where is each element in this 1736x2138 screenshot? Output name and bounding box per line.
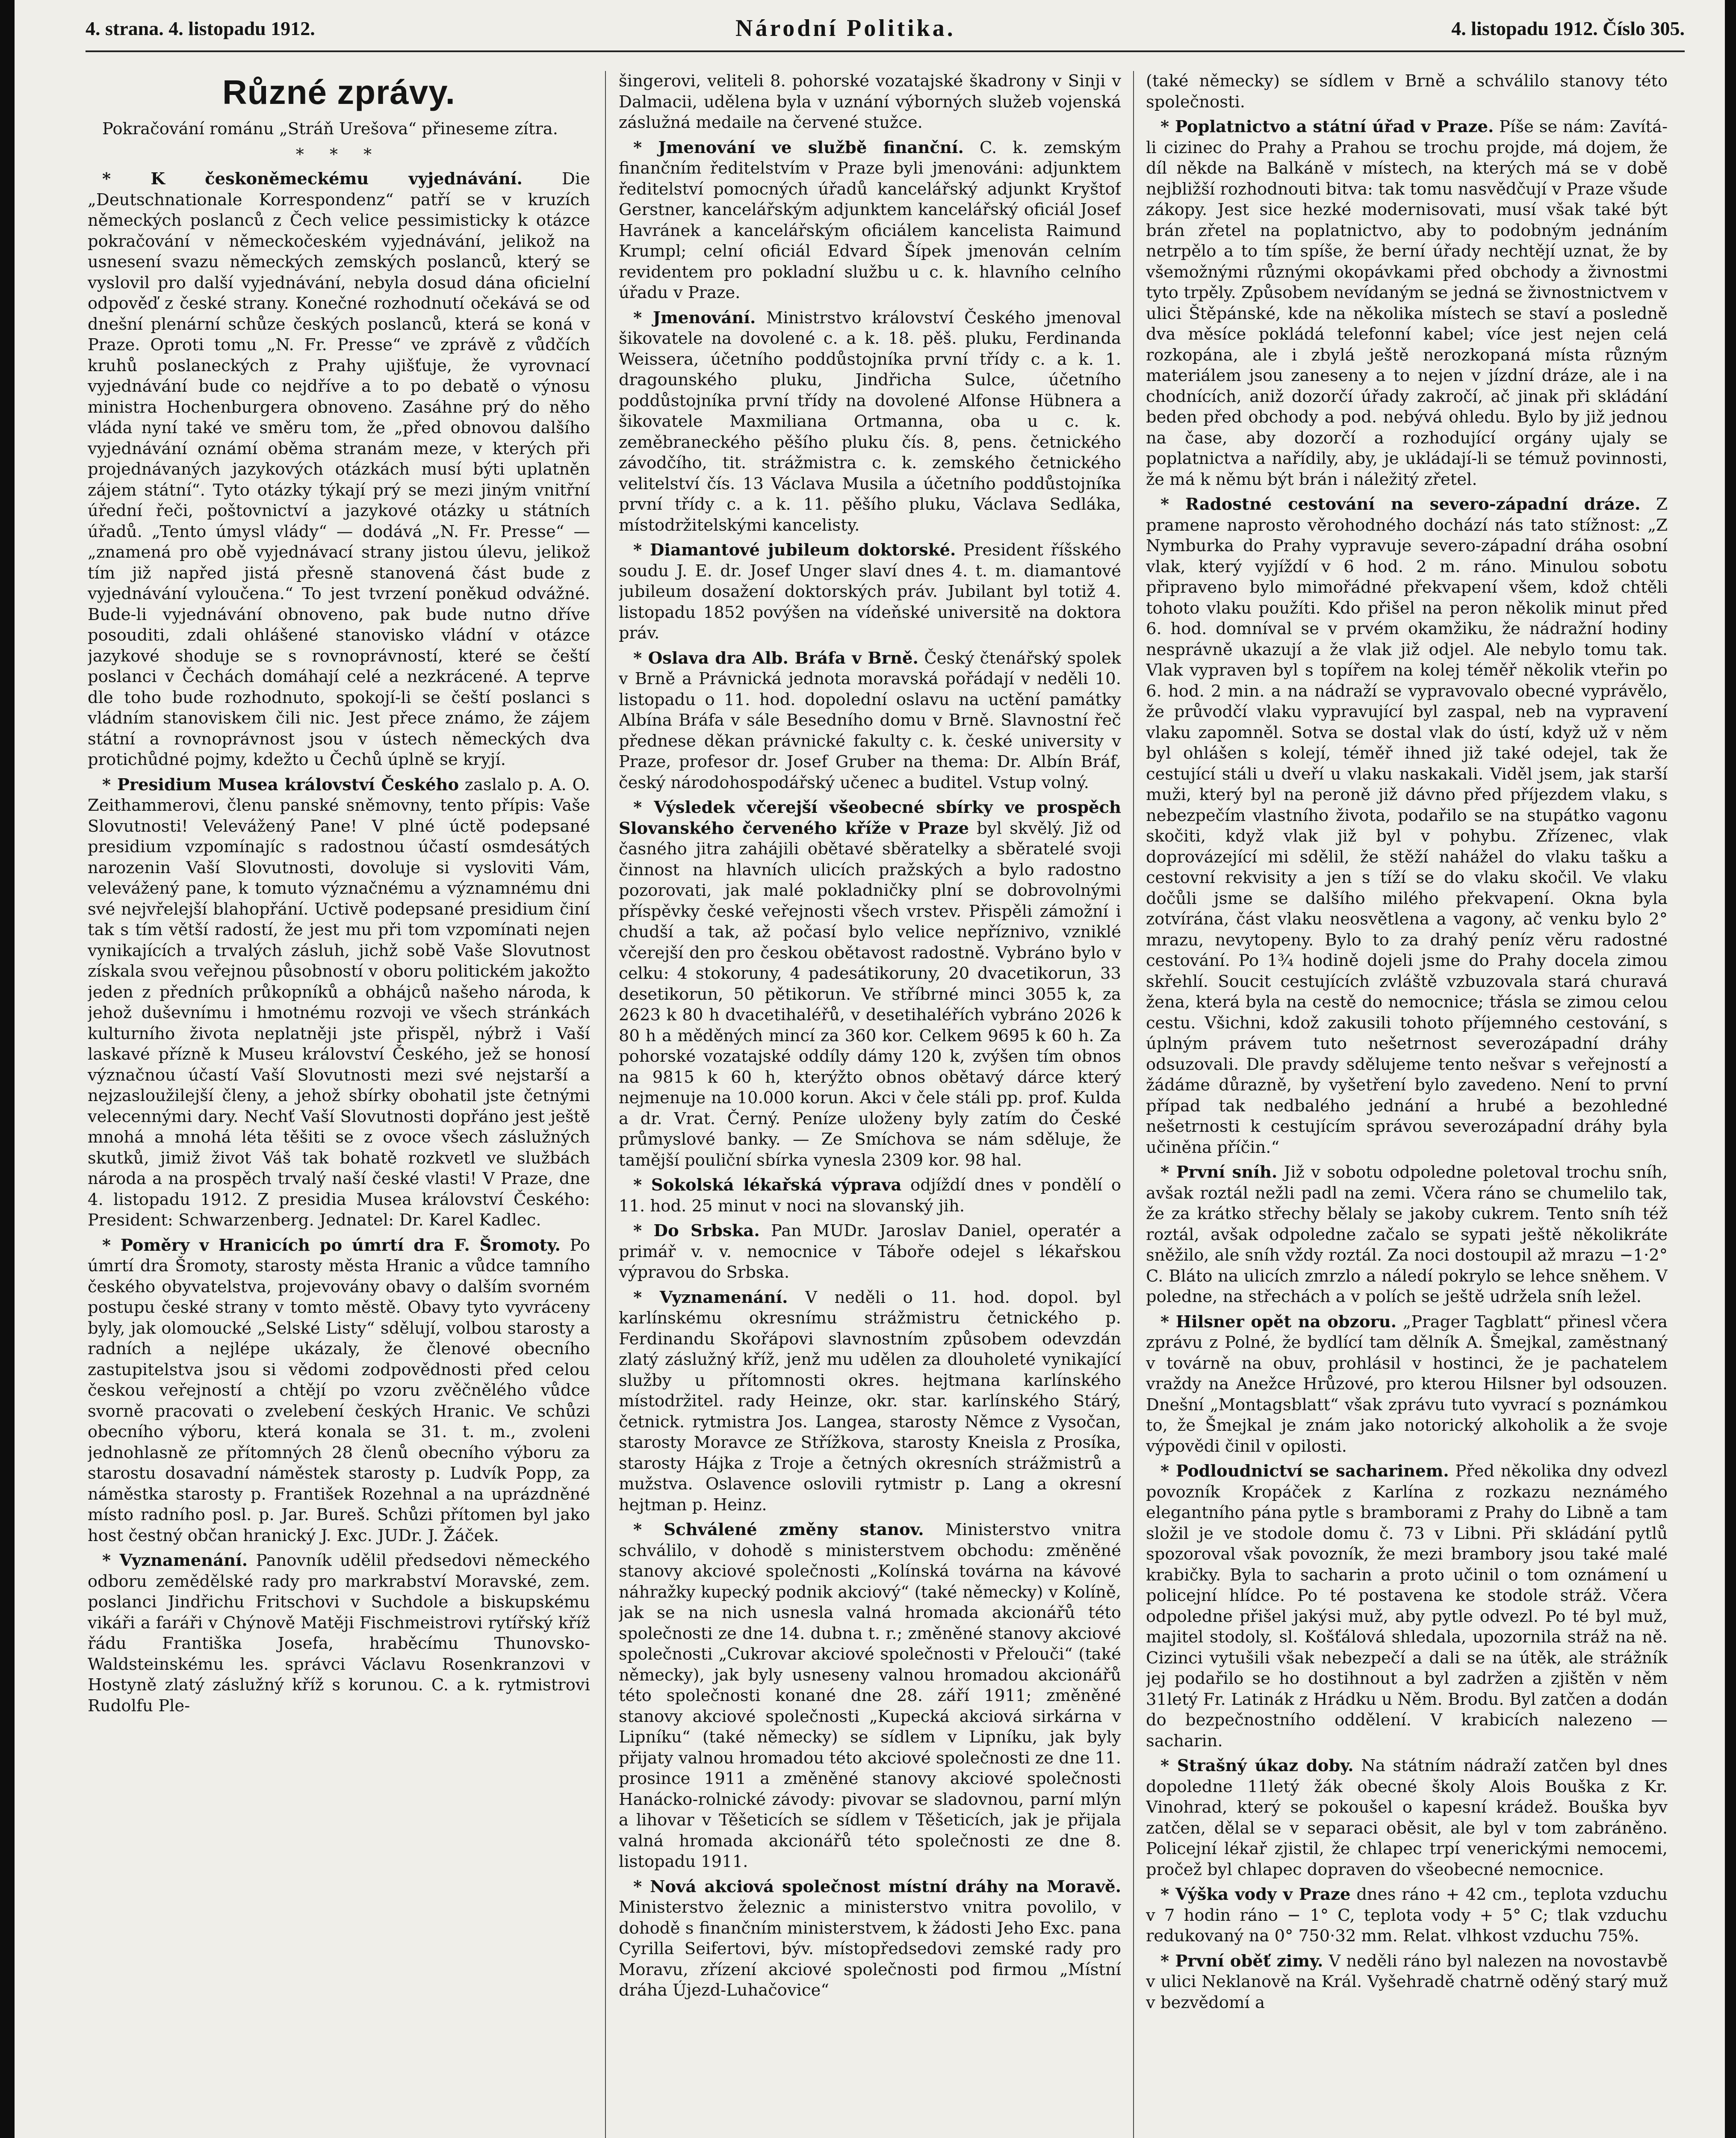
article-body: Před několika dny odvezl povozník Kropáček z Karlína z rozkazu neznámého elegantního pána pytle s bramborami z Prahy do Libně a tam složil je ve stodole domu č. 73 v Libni. Při skládání pytlů spozoroval však povozník, že mezi brambory jsou také malé krabičky. Byla to sacharin a proto učinil o tom oznámení u policejní hlídce. Po té postavena ke stodole stráž. Včera odpoledne přišel jakýsi muž, aby pytle odvezl. Po té byl muž, majitel stodoly, sl. Košťálová shledala, upozornila stráž na ně. Cizinci vytušili však nebezpečí a dali se na útěk, ale strážník jej podařilo se ho dostihnout a byl zadržen a zjištěn v něm 31letý Fr. Latinák z Hrádku u Něm. Brodu. Byl zatčen a dodán do bezpečnostního oddělení. V krabicích nalezeno — sacharin. bbox=[1146, 1462, 1668, 1751]
article-continued: (také německy) se sídlem v Brně a schválilo stanovy této společnosti. bbox=[1146, 71, 1668, 112]
article-lead: * Poplatnictvo a státní úřad v Praze. bbox=[1160, 117, 1494, 136]
article-body: Píše se nám: Zavítá-li cizinec do Prahy a Prahou se trochu projde, má dojem, že díl někde na Balkáně v místech, na kterých má se v době nejbližší rozhodnouti bitva: tak tomu nasvědčují v Praze všude zákopy. Jest sice hezké modernisovati, musí však také být brán zřetel na poplatnictvo, aby to podobným jednáním netrpělo a to tím spíše, že berní úřady nechtějí uznat, že by všemožnými různými okopávkami před obchody a živnostmi tyto trpěly. Způsobem nevídaným se jedná se živnostnictvem v ulici Štěpánské, kde na několika místech se staví a posledně dva měsíce pokládá telefonní kabel; více jest nejen celá rozkopána, ale i zbylá ještě nerozkopaná místa různým materiálem jsou zaneseny a to nejen v jízdní dráze, ale i na chodnících, aniž dozorčí úřady zakročí, ač jinak při skládání beden před obchody a pod. nebývá ohledu. Bylo by již jednou na čase, aby dozorčí a rozhodující orgány ujaly se poplatnictva a nařídily, aby, je ukládají-li se témuž povinnosti, že má k němu být brán i náležitý zřetel. bbox=[1146, 117, 1668, 489]
article-body: Na státním nádraží zatčen byl dnes dopoledne 11letý žák obecné školy Alois Bouška z Kr. Vinohrad, který se pokoušel o kapesní krádež. Bouška byv zatčen, dělal se v separaci oběsit, ale byl v tom zabráněno. Policejní lékař zjistil, že chlapec trpí venerickými nemocemi, pročež byl chlapec dopraven do všeobecné nemocnice. bbox=[1146, 1756, 1668, 1879]
header-rule bbox=[86, 50, 1685, 52]
column-separator bbox=[1133, 71, 1134, 2138]
article-body: byl skvělý. Již od časného jitra zahájili obětavé sběratelky a sběratelé svoji činnost na hlavních ulicích pražských a bylo radostno pozorovati, jak malé pokladničky plní se dobrovolnými příspěvky české veřejnosti všech vrstev. Přispěli zámožní i chudší a tak, až počasí bylo velice nepříznivo, vzniklé včerejší den pro českou obětavost radostně. Vybráno bylo v celku: 4 stokoruny, 4 padesátikoruny, 20 dvacetikorun, 33 desetikorun, 50 pětikorun. Ve stříbrné minci 3055 k, za 2623 k 80 h dvacetihaléřů, v desetihaléřích vybráno 2026 k 80 h a měděných mincí za 360 kor. Celkem 9695 k 60 h. Za pohorské vozatajské oddíly dámy 120 k, zvýšen tím obnos na 9815 k 60 h, kterýžto obnos obětavý dárce který nejmenuje na 10.000 korun. Akci v čele stáli pp. prof. Kulda a dr. Vrat. Černý. Peníze uloženy byly zatím do České průmyslové banky. — Ze Smíchova se nám sděluje, že tamější pouliční sbírka vynesla 2309 kor. 98 hal. bbox=[619, 818, 1121, 1170]
section-title: Různé zprávy. bbox=[222, 73, 455, 111]
article-lead: * Schválené změny stanov. bbox=[633, 1520, 924, 1539]
article-body: Český čtenářský spolek v Brně a Právnická jednota moravská pořádají v neděli 10. listopadu o 11. hod. dopolední oslavu na uctění památky Albína Bráfa v sále Besedního domu v Brně. Slavnostní řeč přednese děkan právnické fakulty c. k. české university v Praze, profesor dr. Josef Gruber na thema: Dr. Albín Bráf, český národohospodářský učenec a buditel. Vstup volný. bbox=[619, 648, 1121, 792]
article-lead: * Podloudnictví se sacharinem. bbox=[1160, 1462, 1449, 1481]
article bbox=[619, 1288, 1121, 1516]
header-page-date: 4. strana. 4. listopadu 1912. bbox=[86, 18, 315, 39]
article bbox=[619, 1877, 1121, 2001]
article-lead: * První sníh. bbox=[1160, 1163, 1278, 1182]
article-body: zaslalo p. A. O. Zeithammerovi, členu panské sněmovny, tento přípis: Vaše Slovutnosti! Velevážený Pane! V plné úctě podepsané presidium vzpomínajíc s radostnou účastí osmdesátých narozenin Vaší Slovutnosti, dovoluje si vysloviti Vám, velevážený pane, k tomuto význačnému a významnému dni své nejvřelejší blahopřání. Uctivě podepsané presidium činí tak s tím větší radostí, že jest mu při tom vzpomínati nejen vynikajících a trvalých zásluh, jichž sobě Vaše Slovutnost získala svou veřejnou působností v oboru politickém jakožto jeden z předních průkopníků a obhájců našeho národa, k jehož duševnímu i hmotnému rozvoji ve všech stránkách kulturního života neplatněji jste přispěl, nýbrž i Vaší laskavé přízně k Museu království Českého, jež se honosí význačnou účastí Vaší Slovutnosti mezi své nejstarší a nejzasloužilejší členy, a jehož sbírky obohatil jste četnými velecennými dary. Nechť Vaší Slovutnosti dopřáno jest ještě mnohá a mnohá léta těšiti se z ovoce všech záslužných skutků, jimiž život Váš tak bohatě rozkvetl ve službách národa a na prospěch trvalý naší české vlasti! V Praze, dne 4. listopadu 1912. Z presidia Musea království Českého: President: Schwarzenberg. Jednatel: Dr. Karel Kadlec. bbox=[88, 775, 590, 1230]
article-body: Panovník udělil předsedovi německého odboru zemědělské rady pro markrabství Moravské, zem. poslanci Jindřichu Fritschovi v Suchdole a biskupskému vikáři a faráři v Chýnově Matěji Fischmeistrovi rytířský kříž řádu Františka Josefa, hraběcímu Thunovsko-Waldsteinskému les. správci Václavu Rosenkranzovi v Hostyně zlatý záslužný kříž s korunou. C. a k. rytmistrovi Rudolfu Ple- bbox=[88, 1551, 590, 1716]
article-body: Z pramene naprosto věrohodného dochází nás tato stížnost: „Z Nymburka do Prahy vypravuje severo-západní dráha osobní vlak, který vyjíždí v 6 hod. 2 m. ráno. Minulou sobotu připraveno bylo mimořádné překvapení všem, kdož chtěli tohoto vlaku použíti. Kdo přišel na peron několik minut před 6. hod. domníval se v prvém okamžiku, že nádražní hodiny nesprávně ukazují a že vlak již odjel. Ale nebylo tomu tak. Vlak vypraven byl s topířem na kolej téměř několik vteřin po 6. hod. 2 min. a na nádraží se vypravovalo obecné vyprávělo, že průvodčí vlaku vypravující byl zaspal, neb na vypravení vlaku zapomněl. Sotva se dostal vlak do ústí, když už v něm byl ohlášen s kolejí, téměř ihned již také odejel, tak že cestující stáli u dveří u vlaku naskakali. Viděl jsem, jak starší muži, který byl na peroně již dávno před příjezdem vlaku, s nebezpečím vlastního života, podařilo se na stupátko vagonu skočiti, když vlak již byl v pohybu. Zřízenec, vlak doprovázející mi sdělil, že stěží nahážel do vlaku tašku a cestovní rekvisity a jen s tíží se do vlaku skočil. Ve vlaku dočůli jsme se dalšího milého překvapení. Okna byla zotvírána, část vlaku neosvětlena a vagony, ač venku bylo 2° mrazu, nevytopeny. Bylo to za drahý peníz věru radostné cestování. Po 1¾ hodině dojeli jsme do Prahy docela zimou skřehlí. Soucit cestujících zvláště vzbuzovala stará churavá žena, která byla na cestě do nemocnice; třásla se zimou celou cestu. Všichni, kdož zakusili tohoto příjemného cestování, s úplným právem tuto nešetrnost severozápadní dráhy odsuzovali. Dle pravdy sdělujeme tento nešvar s veřejností a žádáme důrazně, by vyšetření bylo zavedeno. Není to první případ tak nedbalého jednání a hrubé a bezohledné nešetrnosti k cestujícím správou severozápadní dráhy byla učiněna příčin.“ bbox=[1146, 495, 1668, 1157]
article-body: V neděli ráno byl nalezen na novostavbě v ulici Neklanově na Král. Vyšehradě chatrně oděný starý muž v bezvědomí a bbox=[1146, 1951, 1668, 2012]
page-header bbox=[86, 11, 1685, 45]
article bbox=[1146, 1162, 1668, 1308]
scan-right-edge bbox=[1725, 0, 1736, 2138]
column-separator bbox=[605, 71, 606, 2138]
article-lead: * Vyznamenání. bbox=[633, 1288, 788, 1307]
header-issue-number: 4. listopadu 1912. Číslo 305. bbox=[1451, 18, 1685, 39]
article bbox=[1146, 1461, 1668, 1751]
article-body: Pan MUDr. Jaroslav Daniel, operatér a primář v. v. nemocnice v Táboře odejel s lékařskou výpravou do Srbska. bbox=[619, 1221, 1121, 1282]
article-lead: * Vyznamenání. bbox=[102, 1551, 248, 1570]
article bbox=[1146, 1756, 1668, 1880]
article-body: odjíždí dnes v pondělí o 11. hod. 25 minut v noci na slovanský jih. bbox=[619, 1175, 1121, 1216]
article-lead: * Oslava dra Alb. Bráfa v Brně. bbox=[633, 648, 918, 668]
article-lead: * Jmenování ve službě finanční. bbox=[633, 138, 964, 157]
article bbox=[1146, 1951, 1668, 2014]
article bbox=[88, 1235, 590, 1547]
article-lead: * Radostné cestování na severo-západní dráze. bbox=[1160, 495, 1641, 514]
article-body: V neděli o 11. hod. dopol. byl karlínskému okresnímu strážmistru četnického p. Ferdinandu Skořápovi slavnostním způsobem odevzdán zlatý záslužný kříž, jenž mu udělen za dlouholeté vynikající služby u přítomnosti okres. hejtmana karlínského místodržitel. rady Heinze, okr. star. karlínského Stárý, četnick. rytmistra Jos. Langea, starosty Němce z Vysočan, starosty Moravce ze Střížkova, starosty Kneisla z Prosíka, starosty Hájka z Troje a četných okresních strážmistrů a mužstva. Oslavence oslovili rytmistr p. Lang a okresní hejtman p. Heinz. bbox=[619, 1288, 1121, 1515]
article bbox=[88, 775, 590, 1231]
scan-left-edge bbox=[0, 0, 15, 2138]
article-body: Die „Deutschnationale Korrespondenz“ patří se v kruzích německých poslanců z Čech velice pessimisticky k otázce pokračování v německočeském vyjednávání, jelikož na usnesení svazu německých zemských poslanců, který se vyslovil pro další vyjednávání, nebyla dosud dána oficielní odpověď z české strany. Konečné rozhodnutí očekává se od dnešní plenární schůze českých poslanců, která se koná v Praze. Oproti tomu „N. Fr. Presse“ ve zprávě z vůdčích kruhů poslaneckých z Prahy ujišťuje, že vyrovnací vyjednávání bude co nejdříve a to po debatě o výnosu ministra Hochenburgera obnoveno. Zasáhne prý do něho vláda nyní také ve směru tom, že „před obnovou dalšího vyjednávání oznámí oběma stranám meze, v kterých při projednávaných jazykových otázkách musí býti uplatněn zájem státní“. Tyto otázky týkají prý se mezi jiným vnitřní úřední řeči, poštovnictví a jazykové otázky u státních úřadů. „Tento úmysl vlády“ — dodává „N. Fr. Presse“ — „znamená pro obě vyjednávací strany jistou úlevu, jelikož tím již napřed jistá přesně stanovená část bude z vyjednávání vyloučena.“ To jest tvrzení poněkud odvážné. Bude-li vyjednávání obnoveno, pak bude nutno dříve posouditi, zdali ohlášené stanovisko vládní v otázce jazykové shoduje se s rovnoprávností, které se čeští poslanci v Čechách domáhají celé a nezkrácené. A teprve dle toho bude rozhodnuto, spokojí-li se čeští poslanci s vládním stanoviskem čili nic. Jest přece známo, že zájem státní a rovnoprávnost jsou v ústech německých dva protichůdné pojmy, kdežto u Čechů úplně se kryjí. bbox=[88, 169, 590, 769]
article-lead: * K českoněmeckému vyjednávání. bbox=[102, 169, 523, 189]
article-lead: * Sokolská lékařská výprava bbox=[633, 1175, 902, 1195]
article-lead: * Strašný úkaz doby. bbox=[1160, 1756, 1354, 1775]
article bbox=[88, 169, 590, 771]
article-body: „Prager Tagblatt“ přinesl včera zprávu z Polné, že bydlící tam dělník A. Šmejkal, zaměstnaný v továrně na obuv, prohlásil v hostinci, že je pachatelem vraždy na Anežce Hrůzové, pro kterou Hilsner byl odsouzen. Dnešní „Montagsblatt“ však zprávu tuto vyvrací s poznámkou to, že Šmejkal je znám jako notorický alkoholik a že svoje výpovědi činil v opilosti. bbox=[1146, 1312, 1668, 1456]
section-divider: * * * bbox=[295, 145, 382, 164]
article-lead: * Poměry v Hranicích po úmrtí dra F. Šromoty. bbox=[102, 1235, 561, 1255]
article-lead: * Výška vody v Praze bbox=[1160, 1885, 1351, 1904]
article-lead: * Jmenování. bbox=[633, 308, 756, 328]
article-lead: * Nová akciová společnost místní dráhy na Moravě. bbox=[633, 1877, 1121, 1896]
article-body: Po úmrtí dra Šromoty, starosty města Hranic a vůdce tamního českého obyvatelstva, projevovány obavy o dalším svorném postupu české strany v tomto městě. Obavy tyto vyvráceny byly, jak olomoucké „Selské Listy“ sdělují, volbou starosty a radních a nejlépe ukázaly, že členové obecního zastupitelstva jsou si vědomi zodpovědnosti před celou českou veřejností a chtějí po vzoru zvěčnělého vůdce svorně pracovati o zvelebení českých Hranic. Ve schůzi obecního výboru, která konala se 31. t. m., zvoleni jednohlasně ze přítomných 28 členů obecního výboru za starostu dosavadní náměstek starosty p. Ludvík Popp, za náměstka starosty p. František Rozehnal a na uprázdněné místo radního posl. p. Jar. Bureš. Schůzi přítomen byl jako host čestný občan hranický J. Exc. JUDr. J. Žáček. bbox=[88, 1235, 590, 1545]
article-lead: * Do Srbska. bbox=[633, 1221, 760, 1240]
article-body: Ministerstvo vnitra schválilo, v dohodě s ministerstvem obchodu: změněné stanovy akciové společnosti „Kolínská továrna na kávové náhražky kupecký podnik akciový“ (také německy) v Kolíně, jak se na nich usnesla valná hromada akcionářů této společnosti ze dne 14. dubna t. r.; změněné stanovy akciové společnosti „Cukrovar akciové společnosti v Přelouči“ (také německy), jak byly usneseny valnou hromadou akcionářů této společnosti konané dne 28. září 1911; změněné stanovy akciové společnosti „Kupecká akciová sirkárna v Lipníku“ (také německy) se sídlem v Lipníku, jak byly přijaty valnou hromadou této akciové společnosti ze dne 11. prosince 1911 a změněné stanovy akciové společnosti Hanácko-rolnické závody: pivovar se sladovnou, parní mlýn a lihovar v Těšeticích se sídlem v Těšeticích, jak je přijala valná hromada akcionářů této společnosti ze dne 8. listopadu 1911. bbox=[619, 1520, 1121, 1871]
article bbox=[619, 648, 1121, 794]
article bbox=[619, 1520, 1121, 1872]
article-continued: šingerovi, veliteli 8. pohorské vozatajské škadrony v Sinji v Dalmacii, udělena byla v uznání výborných služeb vojenská záslužná medaile na červené stužce. bbox=[619, 71, 1121, 132]
article-lead: * Presidium Musea království Českého bbox=[102, 775, 459, 794]
masthead-title: Národní Politika. bbox=[735, 15, 956, 41]
article bbox=[88, 1550, 590, 1716]
column-1 bbox=[88, 71, 590, 2138]
article bbox=[1146, 117, 1668, 490]
article-lead: * První oběť zimy. bbox=[1160, 1951, 1323, 1971]
article-lead: * Diamantové jubileum doktorské. bbox=[633, 540, 956, 560]
article bbox=[619, 1221, 1121, 1283]
article bbox=[619, 1175, 1121, 1217]
article-body: Již v sobotu odpoledne poletoval trochu sníh, avšak roztál nežli padl na zemi. Včera ráno se chumelilo tak, že za krátko střechy bělaly se jakoby cukrem. Tento sníh též roztál, avšak odpoledne začalo se sypati ještě několikráte sněžilo, ale sníh vždy roztál. Za noci dostoupil až mrazu −1·2° C. Bláto na ulicích zmrzlo a náledí pokrylo se lehce sněhem. V poledne, na střechách a v polích se ještě udržela sníh ležel. bbox=[1146, 1163, 1668, 1306]
column-2 bbox=[619, 71, 1121, 2138]
article bbox=[619, 138, 1121, 304]
section-subtitle: Pokračování románu „Stráň Urešova“ přineseme zítra. bbox=[102, 119, 558, 139]
article bbox=[619, 308, 1121, 536]
article-body: dnes ráno + 42 cm., teplota vzduchu v 7 hodin ráno − 1° C, teplota vody + 5° C; tlak vzduchu redukovaný na 0° 750·32 mm. Relat. vlhkost vzduchu 75%. bbox=[1146, 1885, 1668, 1946]
article-body: Ministrstvo království Českého jmenoval šikovatele na dovolené c. a k. 18. pěš. pluku, Ferdinanda Weissera, účetního poddůstojníka první třídy c. a k. 1. dragounského pluku, Jindřicha Sulce, účetního poddůstojníka první třídy na dovolené Alfonse Hübnera a šikovatele Maxmiliana Ortmanna, oba u c. k. zeměbraneckého pěšího pluku čís. 8, pens. četnického závodčího, tit. strážmistra c. k. zemského četnického velitelství čís. 13 Václava Musila a účetního poddůstojníka první třídy c. a k. 11. pěšího pluku, Václava Sedláka, místodržitelskými kancelisty. bbox=[619, 308, 1121, 535]
article bbox=[619, 540, 1121, 644]
column-3 bbox=[1146, 71, 1668, 2138]
article bbox=[1146, 1884, 1668, 1947]
article-lead: * Výsledek včerejší všeobecné sbírky ve prospěch Slovanského červeného kříže v Praze bbox=[619, 798, 1121, 838]
article bbox=[1146, 1312, 1668, 1457]
article-body: President říšského soudu J. E. dr. Josef Unger slaví dnes 4. t. m. diamantové jubileum dosažení doktorských práv. Jubilant byl totiž 4. listopadu 1852 povýšen na vídeňské universitě na doktora práv. bbox=[619, 540, 1121, 643]
article bbox=[619, 797, 1121, 1171]
article-body: C. k. zemským finančním ředitelstvím v Praze byli jmenováni: adjunktem ředitelství pomocných úřadů kancelářský adjunkt Kryštof Gerstner, kancelářským adjunktem kancelářský oficiál Josef Havránek a kancelářským oficiálem kancelista Raimund Krumpl; celní oficiál Edvard Šípek jmenován celním revidentem pro pokladní službu u c. k. hlavního celního úřadu v Praze. bbox=[619, 138, 1121, 302]
article bbox=[1146, 494, 1668, 1158]
article-lead: * Hilsner opět na obzoru. bbox=[1160, 1312, 1397, 1332]
article-body: Ministerstvo železnic a ministerstvo vnitra povolilo, v dohodě s finančním ministerstvem, k žádosti Jeho Exc. pana Cyrilla Seifertovi, býv. místopředsedovi zemské rady pro Moravu, zřízení akciové společnosti pod firmou „Místní dráha Újezd-Luhačovice“ bbox=[619, 1898, 1121, 2000]
